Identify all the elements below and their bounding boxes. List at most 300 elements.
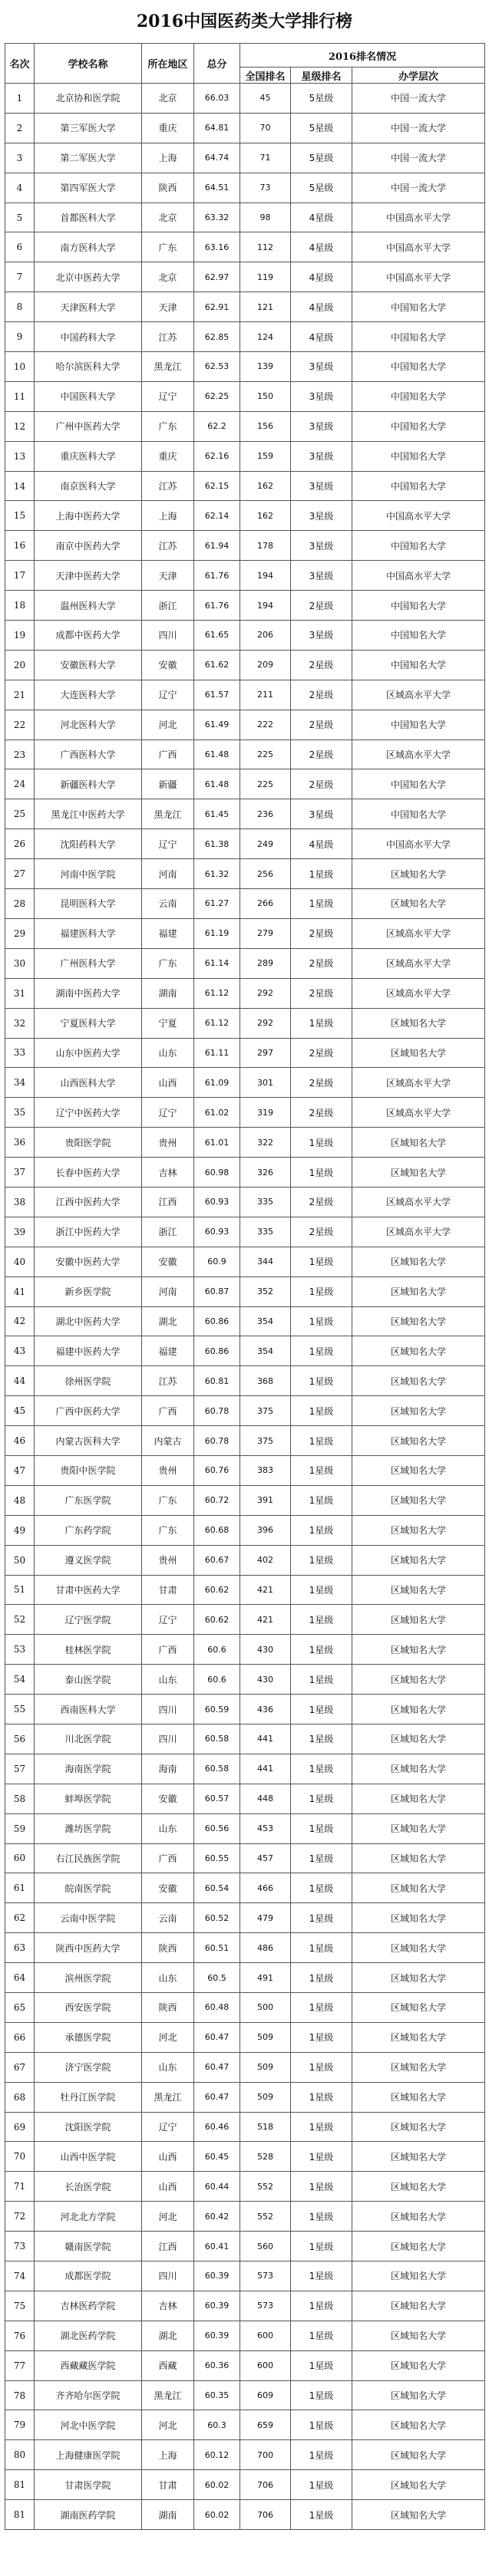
level-cell: 区域知名大学: [352, 1515, 485, 1545]
school-name-cell: 济宁医学院: [35, 2052, 142, 2082]
national-rank-cell: 322: [240, 1128, 291, 1158]
national-rank-cell: 119: [240, 262, 291, 292]
table-row: [5, 680, 485, 710]
table-row: [5, 621, 485, 651]
star-rank-cell: 1星级: [291, 2350, 352, 2380]
region-cell: 山东: [142, 1963, 194, 1993]
national-rank-cell: 609: [240, 2380, 291, 2410]
school-name-cell: 山西医科大学: [35, 1068, 142, 1098]
table-row: [5, 1366, 485, 1396]
national-rank-cell: 396: [240, 1515, 291, 1545]
rank-cell: 77: [5, 2350, 35, 2380]
national-rank-cell: 552: [240, 2202, 291, 2232]
region-cell: 黑龙江: [142, 799, 194, 829]
rank-cell: 11: [5, 381, 35, 411]
star-rank-cell: 5星级: [291, 143, 352, 173]
star-rank-cell: 1星级: [291, 1426, 352, 1456]
star-rank-cell: 1星级: [291, 1724, 352, 1754]
rank-cell: 17: [5, 561, 35, 591]
national-rank-cell: 98: [240, 203, 291, 232]
table-row: [5, 441, 485, 471]
page-title: 2016中国医药类大学排行榜: [136, 12, 353, 31]
score-cell: 60.68: [194, 1515, 240, 1545]
star-rank-cell: 1星级: [291, 1336, 352, 1366]
rank-cell: 26: [5, 829, 35, 859]
school-name-cell: 浙江中医药大学: [35, 1217, 142, 1247]
rank-cell: 29: [5, 918, 35, 948]
star-rank-cell: 1星级: [291, 1306, 352, 1336]
star-rank-cell: 1星级: [291, 1485, 352, 1515]
level-cell: 区域知名大学: [352, 889, 485, 919]
score-cell: 60.58: [194, 1754, 240, 1784]
rank-cell: 13: [5, 441, 35, 471]
school-name-cell: 天津医科大学: [35, 292, 142, 322]
score-cell: 60.98: [194, 1158, 240, 1188]
score-cell: 60.67: [194, 1545, 240, 1575]
star-rank-cell: 1星级: [291, 1455, 352, 1485]
table-row: [5, 1396, 485, 1426]
star-rank-cell: 2星级: [291, 769, 352, 799]
table-row: [5, 1336, 485, 1366]
score-cell: 61.45: [194, 799, 240, 829]
level-cell: 区域知名大学: [352, 1128, 485, 1158]
star-rank-cell: 1星级: [291, 2022, 352, 2052]
rank-cell: 9: [5, 322, 35, 352]
table-row: [5, 203, 485, 232]
region-cell: 山西: [142, 2172, 194, 2202]
rank-cell: 42: [5, 1306, 35, 1336]
region-cell: 广西: [142, 1843, 194, 1873]
table-row: [5, 1068, 485, 1098]
national-rank-cell: 70: [240, 113, 291, 143]
rank-cell: 20: [5, 650, 35, 680]
rank-cell: 79: [5, 2410, 35, 2440]
rank-cell: 25: [5, 799, 35, 829]
level-cell: 区域知名大学: [352, 1665, 485, 1695]
rank-cell: 19: [5, 621, 35, 651]
table-row: [5, 2082, 485, 2112]
region-cell: 广东: [142, 1485, 194, 1515]
star-rank-cell: 1星级: [291, 1575, 352, 1605]
school-name-cell: 西安医学院: [35, 1993, 142, 2023]
rank-cell: 30: [5, 948, 35, 978]
table-row: [5, 2410, 485, 2440]
rank-cell: 14: [5, 471, 35, 501]
table-row: [5, 411, 485, 441]
star-rank-cell: 3星级: [291, 352, 352, 382]
star-rank-cell: 1星级: [291, 1903, 352, 1933]
score-cell: 61.19: [194, 918, 240, 948]
national-rank-cell: 457: [240, 1843, 291, 1873]
region-cell: 陕西: [142, 173, 194, 203]
score-cell: 60.39: [194, 2261, 240, 2291]
rank-cell: 70: [5, 2142, 35, 2172]
school-name-cell: 蚌埠医学院: [35, 1784, 142, 1813]
region-cell: 江苏: [142, 531, 194, 561]
school-name-cell: 长春中医药大学: [35, 1158, 142, 1188]
region-cell: 江苏: [142, 1366, 194, 1396]
score-cell: 64.51: [194, 173, 240, 203]
region-cell: 上海: [142, 143, 194, 173]
national-rank-cell: 706: [240, 2500, 291, 2530]
star-rank-cell: 4星级: [291, 292, 352, 322]
level-cell: 区域知名大学: [352, 2082, 485, 2112]
level-cell: 区域知名大学: [352, 1396, 485, 1426]
star-rank-cell: 1星级: [291, 1695, 352, 1724]
region-cell: 辽宁: [142, 829, 194, 859]
national-rank-cell: 71: [240, 143, 291, 173]
score-cell: 60.93: [194, 1217, 240, 1247]
level-cell: 区域高水平大学: [352, 1187, 485, 1217]
rank-cell: 32: [5, 1008, 35, 1038]
school-name-cell: 湖北医药学院: [35, 2321, 142, 2350]
region-cell: 安徽: [142, 1784, 194, 1813]
national-rank-cell: 124: [240, 322, 291, 352]
rank-cell: 27: [5, 859, 35, 889]
table-row: [5, 262, 485, 292]
region-cell: 吉林: [142, 1158, 194, 1188]
star-rank-cell: 2星级: [291, 918, 352, 948]
score-cell: 60.86: [194, 1306, 240, 1336]
national-rank-cell: 194: [240, 591, 291, 621]
table-header: [5, 44, 485, 84]
table-row: [5, 143, 485, 173]
school-name-cell: 皖南医学院: [35, 1873, 142, 1903]
region-cell: 广东: [142, 232, 194, 262]
score-cell: 60.62: [194, 1605, 240, 1635]
school-name-cell: 南京医科大学: [35, 471, 142, 501]
level-cell: 区域知名大学: [352, 2321, 485, 2350]
region-cell: 安徽: [142, 650, 194, 680]
rank-cell: 36: [5, 1128, 35, 1158]
star-rank-cell: 2星级: [291, 591, 352, 621]
score-cell: 60.52: [194, 1903, 240, 1933]
national-rank-cell: 659: [240, 2410, 291, 2440]
table-row: [5, 1038, 485, 1068]
level-cell: 区域高水平大学: [352, 978, 485, 1008]
national-rank-cell: 301: [240, 1068, 291, 1098]
school-name-cell: 沈阳药科大学: [35, 829, 142, 859]
national-rank-cell: 211: [240, 680, 291, 710]
table-row: [5, 1724, 485, 1754]
level-cell: 区域高水平大学: [352, 740, 485, 769]
score-cell: 60.02: [194, 2470, 240, 2500]
school-name-cell: 西藏藏医学院: [35, 2350, 142, 2380]
score-cell: 60.9: [194, 1247, 240, 1276]
school-name-cell: 重庆医科大学: [35, 441, 142, 471]
school-name-cell: 海南医学院: [35, 1754, 142, 1784]
rank-cell: 76: [5, 2321, 35, 2350]
national-rank-cell: 194: [240, 561, 291, 591]
table-row: [5, 829, 485, 859]
level-cell: 区域知名大学: [352, 2261, 485, 2291]
school-name-cell: 甘肃中医药大学: [35, 1575, 142, 1605]
region-cell: 陕西: [142, 1933, 194, 1963]
table-row: [5, 173, 485, 203]
table-row: [5, 2202, 485, 2232]
rank-cell: 61: [5, 1873, 35, 1903]
table-row: [5, 2232, 485, 2261]
level-cell: 区域知名大学: [352, 2232, 485, 2261]
level-cell: 区域知名大学: [352, 1605, 485, 1635]
national-rank-cell: 354: [240, 1306, 291, 1336]
national-rank-cell: 600: [240, 2350, 291, 2380]
level-cell: 中国知名大学: [352, 591, 485, 621]
region-cell: 浙江: [142, 1217, 194, 1247]
star-rank-cell: 4星级: [291, 203, 352, 232]
star-rank-cell: 1星级: [291, 859, 352, 889]
star-rank-cell: 1星级: [291, 1128, 352, 1158]
star-rank-cell: 1星级: [291, 1933, 352, 1963]
level-cell: 中国一流大学: [352, 173, 485, 203]
header-group: 2016排名情况: [240, 44, 485, 68]
table-row: [5, 1873, 485, 1903]
score-cell: 60.36: [194, 2350, 240, 2380]
region-cell: 广西: [142, 1635, 194, 1665]
score-cell: 62.91: [194, 292, 240, 322]
score-cell: 60.72: [194, 1485, 240, 1515]
region-cell: 辽宁: [142, 1098, 194, 1128]
level-cell: 区域高水平大学: [352, 1098, 485, 1128]
region-cell: 云南: [142, 889, 194, 919]
school-name-cell: 泰山医学院: [35, 1665, 142, 1695]
level-cell: 区域知名大学: [352, 2380, 485, 2410]
score-cell: 60.45: [194, 2142, 240, 2172]
rank-cell: 46: [5, 1426, 35, 1456]
star-rank-cell: 1星级: [291, 1366, 352, 1396]
score-cell: 61.09: [194, 1068, 240, 1098]
star-rank-cell: 1星级: [291, 1247, 352, 1276]
score-cell: 62.97: [194, 262, 240, 292]
score-cell: 61.76: [194, 591, 240, 621]
level-cell: 区域知名大学: [352, 1158, 485, 1188]
level-cell: 中国高水平大学: [352, 501, 485, 531]
table-row: [5, 859, 485, 889]
region-cell: 山东: [142, 2052, 194, 2082]
score-cell: 61.62: [194, 650, 240, 680]
national-rank-cell: 402: [240, 1545, 291, 1575]
score-cell: 60.57: [194, 1784, 240, 1813]
school-name-cell: 江西中医药大学: [35, 1187, 142, 1217]
national-rank-cell: 509: [240, 2022, 291, 2052]
school-name-cell: 成都中医药大学: [35, 621, 142, 651]
rank-cell: 56: [5, 1724, 35, 1754]
region-cell: 上海: [142, 501, 194, 531]
star-rank-cell: 1星级: [291, 1963, 352, 1993]
national-rank-cell: 509: [240, 2082, 291, 2112]
level-cell: 区域知名大学: [352, 2172, 485, 2202]
score-cell: 60.6: [194, 1635, 240, 1665]
table-row: [5, 1187, 485, 1217]
national-rank-cell: 279: [240, 918, 291, 948]
national-rank-cell: 430: [240, 1635, 291, 1665]
region-cell: 河北: [142, 710, 194, 740]
score-cell: 61.02: [194, 1098, 240, 1128]
rank-cell: 45: [5, 1396, 35, 1426]
school-name-cell: 新疆医科大学: [35, 769, 142, 799]
rank-cell: 71: [5, 2172, 35, 2202]
level-cell: 区域知名大学: [352, 1754, 485, 1784]
star-rank-cell: 2星级: [291, 978, 352, 1008]
level-cell: 区域知名大学: [352, 1873, 485, 1903]
table-row: [5, 1247, 485, 1276]
region-cell: 河北: [142, 2022, 194, 2052]
school-name-cell: 湖北中医药大学: [35, 1306, 142, 1336]
star-rank-cell: 1星级: [291, 1396, 352, 1426]
rank-cell: 12: [5, 411, 35, 441]
school-name-cell: 西南医科大学: [35, 1695, 142, 1724]
score-cell: 60.47: [194, 2022, 240, 2052]
school-name-cell: 湖南医药学院: [35, 2500, 142, 2530]
school-name-cell: 第二军医大学: [35, 143, 142, 173]
table-row: [5, 1784, 485, 1813]
school-name-cell: 安徽中医药大学: [35, 1247, 142, 1276]
rank-cell: 28: [5, 889, 35, 919]
region-cell: 黑龙江: [142, 2082, 194, 2112]
rank-cell: 59: [5, 1813, 35, 1843]
region-cell: 江苏: [142, 471, 194, 501]
score-cell: 66.03: [194, 84, 240, 114]
score-cell: 62.25: [194, 381, 240, 411]
school-name-cell: 上海中医药大学: [35, 501, 142, 531]
rank-cell: 22: [5, 710, 35, 740]
score-cell: 62.14: [194, 501, 240, 531]
level-cell: 区域知名大学: [352, 2142, 485, 2172]
level-cell: 区域知名大学: [352, 1366, 485, 1396]
table-row: [5, 948, 485, 978]
rank-cell: 48: [5, 1485, 35, 1515]
region-cell: 贵州: [142, 1455, 194, 1485]
region-cell: 吉林: [142, 2291, 194, 2321]
star-rank-cell: 5星级: [291, 113, 352, 143]
school-name-cell: 昆明医科大学: [35, 889, 142, 919]
score-cell: 60.39: [194, 2291, 240, 2321]
score-cell: 60.48: [194, 1993, 240, 2023]
region-cell: 重庆: [142, 441, 194, 471]
school-name-cell: 福建医科大学: [35, 918, 142, 948]
level-cell: 区域知名大学: [352, 1247, 485, 1276]
level-cell: 中国高水平大学: [352, 232, 485, 262]
table-row: [5, 1575, 485, 1605]
star-rank-cell: 4星级: [291, 322, 352, 352]
score-cell: 62.85: [194, 322, 240, 352]
star-rank-cell: 4星级: [291, 262, 352, 292]
table-row: [5, 918, 485, 948]
star-rank-cell: 4星级: [291, 232, 352, 262]
score-cell: 61.01: [194, 1128, 240, 1158]
national-rank-cell: 225: [240, 740, 291, 769]
table-row: [5, 381, 485, 411]
score-cell: 60.12: [194, 2440, 240, 2470]
score-cell: 60.86: [194, 1336, 240, 1366]
star-rank-cell: 1星级: [291, 2410, 352, 2440]
rank-cell: 43: [5, 1336, 35, 1366]
region-cell: 山西: [142, 1068, 194, 1098]
national-rank-cell: 297: [240, 1038, 291, 1068]
region-cell: 黑龙江: [142, 2380, 194, 2410]
school-name-cell: 首都医科大学: [35, 203, 142, 232]
level-cell: 中国知名大学: [352, 799, 485, 829]
score-cell: 60.87: [194, 1276, 240, 1306]
rank-cell: 74: [5, 2261, 35, 2291]
rank-cell: 1: [5, 84, 35, 114]
level-cell: 中国知名大学: [352, 411, 485, 441]
school-name-cell: 右江民族医学院: [35, 1843, 142, 1873]
star-rank-cell: 5星级: [291, 84, 352, 114]
rank-cell: 63: [5, 1933, 35, 1963]
table-row: [5, 1963, 485, 1993]
region-cell: 浙江: [142, 591, 194, 621]
region-cell: 辽宁: [142, 381, 194, 411]
region-cell: 湖南: [142, 2500, 194, 2530]
score-cell: 60.58: [194, 1724, 240, 1754]
score-cell: 60.59: [194, 1695, 240, 1724]
level-cell: 区域知名大学: [352, 1306, 485, 1336]
rank-cell: 18: [5, 591, 35, 621]
region-cell: 广东: [142, 411, 194, 441]
table-row: [5, 501, 485, 531]
table-row: [5, 322, 485, 352]
national-rank-cell: 375: [240, 1396, 291, 1426]
table-row: [5, 1485, 485, 1515]
star-rank-cell: 2星级: [291, 1187, 352, 1217]
national-rank-cell: 178: [240, 531, 291, 561]
national-rank-cell: 289: [240, 948, 291, 978]
rank-cell: 6: [5, 232, 35, 262]
national-rank-cell: 436: [240, 1695, 291, 1724]
star-rank-cell: 1星级: [291, 2202, 352, 2232]
national-rank-cell: 391: [240, 1485, 291, 1515]
rank-cell: 64: [5, 1963, 35, 1993]
national-rank-cell: 448: [240, 1784, 291, 1813]
school-name-cell: 新乡医学院: [35, 1276, 142, 1306]
national-rank-cell: 139: [240, 352, 291, 382]
national-rank-cell: 319: [240, 1098, 291, 1128]
school-name-cell: 河北医科大学: [35, 710, 142, 740]
score-cell: 60.78: [194, 1396, 240, 1426]
region-cell: 甘肃: [142, 1575, 194, 1605]
national-rank-cell: 112: [240, 232, 291, 262]
star-rank-cell: 2星级: [291, 1098, 352, 1128]
score-cell: 60.41: [194, 2232, 240, 2261]
score-cell: 60.54: [194, 1873, 240, 1903]
region-cell: 北京: [142, 84, 194, 114]
level-cell: 中国知名大学: [352, 471, 485, 501]
rank-cell: 62: [5, 1903, 35, 1933]
rank-cell: 54: [5, 1665, 35, 1695]
star-rank-cell: 1星级: [291, 1515, 352, 1545]
star-rank-cell: 1星级: [291, 1813, 352, 1843]
school-name-cell: 沈阳医学院: [35, 2112, 142, 2142]
rank-cell: 15: [5, 501, 35, 531]
school-name-cell: 河北中医学院: [35, 2410, 142, 2440]
level-cell: 区域知名大学: [352, 2202, 485, 2232]
score-cell: 60.6: [194, 1665, 240, 1695]
national-rank-cell: 552: [240, 2172, 291, 2202]
level-cell: 中国知名大学: [352, 441, 485, 471]
national-rank-cell: 209: [240, 650, 291, 680]
table-row: [5, 1605, 485, 1635]
score-cell: 60.44: [194, 2172, 240, 2202]
score-cell: 61.11: [194, 1038, 240, 1068]
level-cell: 区域高水平大学: [352, 1068, 485, 1098]
national-rank-cell: 479: [240, 1903, 291, 1933]
score-cell: 63.32: [194, 203, 240, 232]
score-cell: 61.14: [194, 948, 240, 978]
level-cell: 中国知名大学: [352, 381, 485, 411]
school-name-cell: 成都医学院: [35, 2261, 142, 2291]
region-cell: 湖北: [142, 2321, 194, 2350]
